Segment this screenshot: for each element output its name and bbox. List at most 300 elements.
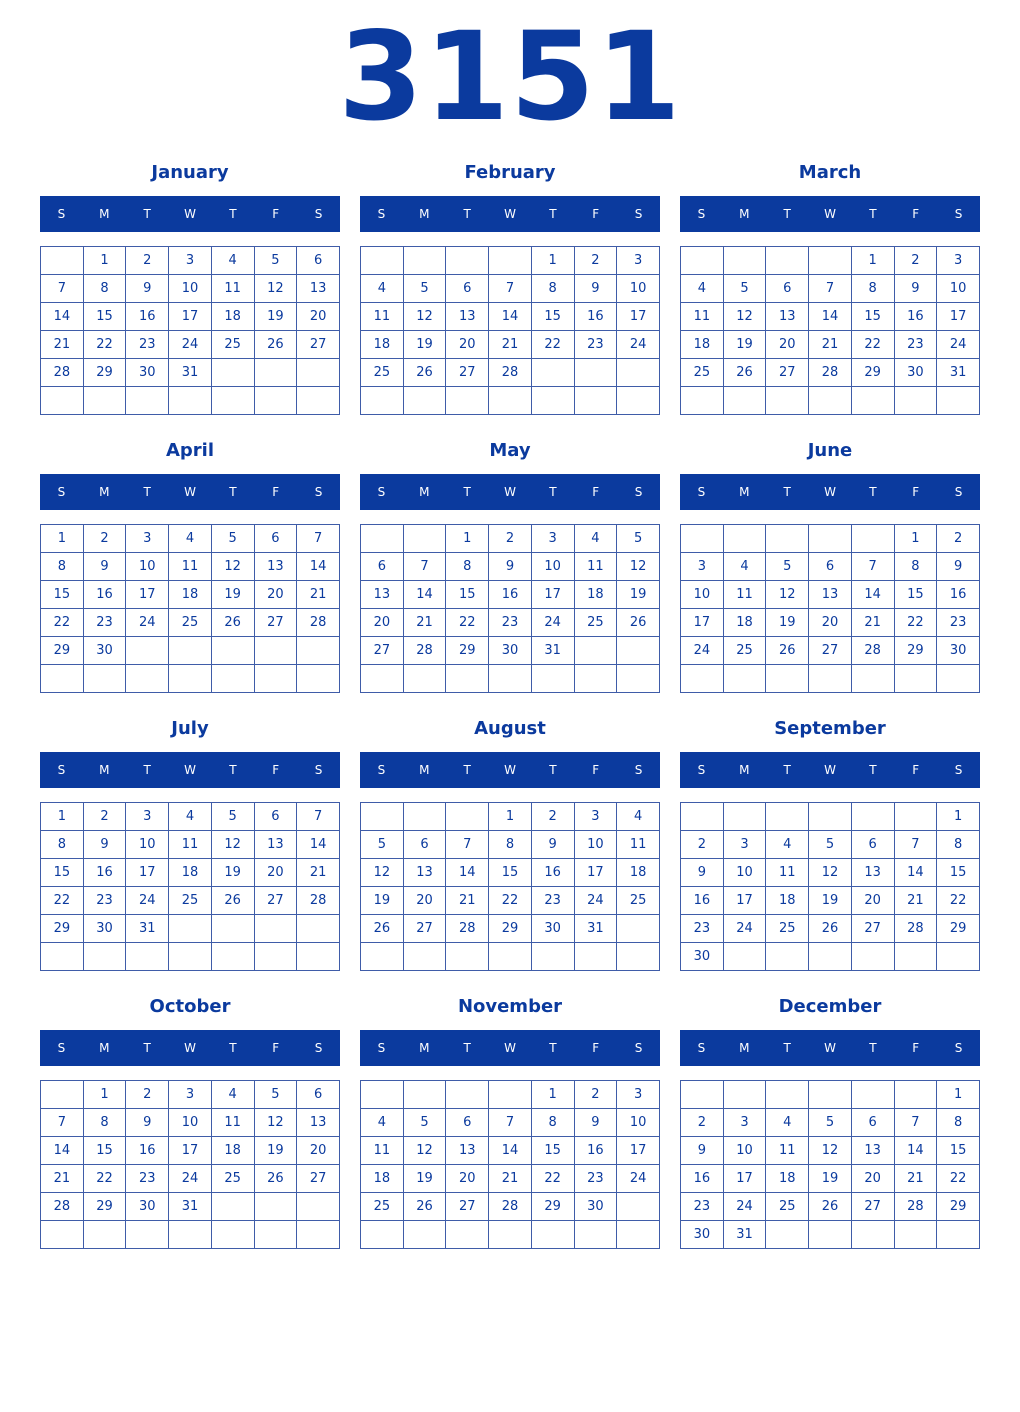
day-cell: 22 [851, 331, 894, 359]
day-grid [680, 1080, 980, 1249]
day-cell [126, 943, 169, 971]
week-row [41, 1165, 340, 1193]
day-cell [723, 943, 766, 971]
day-cell: 2 [894, 247, 937, 275]
day-cell: 9 [894, 275, 937, 303]
weekday-header [680, 1030, 980, 1066]
weekday-label: S [697, 763, 706, 777]
day-cell [531, 1221, 574, 1249]
day-cell: 23 [574, 331, 617, 359]
week-row [361, 831, 660, 859]
day-cell: 31 [531, 637, 574, 665]
day-cell: 4 [361, 1109, 404, 1137]
week-row [361, 1165, 660, 1193]
day-cell [617, 637, 660, 665]
weekday-label: M [99, 485, 110, 499]
day-cell: 4 [617, 803, 660, 831]
day-cell: 13 [254, 831, 297, 859]
day-cell [297, 387, 340, 415]
day-cell: 29 [41, 915, 84, 943]
day-cell [211, 1193, 254, 1221]
day-cell: 7 [489, 275, 532, 303]
day-cell: 8 [937, 831, 980, 859]
weekday-label: F [592, 763, 600, 777]
weekday-label: T [463, 485, 471, 499]
week-row [361, 275, 660, 303]
weekday-label: M [739, 1041, 750, 1055]
weekday-label: T [783, 763, 791, 777]
week-row [41, 275, 340, 303]
day-cell [403, 943, 446, 971]
day-cell: 8 [41, 553, 84, 581]
day-grid [40, 524, 340, 693]
day-cell: 26 [723, 359, 766, 387]
day-cell: 1 [531, 247, 574, 275]
day-cell [723, 1081, 766, 1109]
week-row [361, 887, 660, 915]
day-cell [361, 525, 404, 553]
day-cell: 23 [83, 887, 126, 915]
day-cell [851, 1221, 894, 1249]
day-cell: 11 [574, 553, 617, 581]
weekday-label: W [504, 763, 516, 777]
day-cell: 24 [723, 1193, 766, 1221]
day-cell [723, 247, 766, 275]
day-cell: 11 [169, 553, 212, 581]
day-cell: 15 [531, 1137, 574, 1165]
day-cell: 17 [681, 609, 724, 637]
day-cell: 15 [851, 303, 894, 331]
day-cell: 12 [809, 1137, 852, 1165]
day-cell: 19 [254, 1137, 297, 1165]
day-cell [297, 359, 340, 387]
day-cell: 20 [254, 581, 297, 609]
week-row [41, 637, 340, 665]
weekday-label: T [869, 763, 877, 777]
day-cell: 3 [723, 831, 766, 859]
day-cell [297, 665, 340, 693]
weekday-label: S [634, 207, 643, 221]
day-cell: 15 [531, 303, 574, 331]
day-cell: 10 [126, 831, 169, 859]
day-cell [403, 1081, 446, 1109]
day-cell: 18 [766, 1165, 809, 1193]
day-cell: 18 [211, 1137, 254, 1165]
day-cell: 4 [361, 275, 404, 303]
day-cell: 16 [83, 581, 126, 609]
week-row [41, 247, 340, 275]
day-cell: 4 [169, 803, 212, 831]
day-cell [851, 525, 894, 553]
weekday-label: S [697, 485, 706, 499]
week-row [681, 247, 980, 275]
day-cell: 21 [41, 331, 84, 359]
day-cell: 30 [489, 637, 532, 665]
day-cell: 27 [297, 1165, 340, 1193]
week-row [41, 859, 340, 887]
day-cell: 6 [851, 1109, 894, 1137]
day-cell: 13 [446, 1137, 489, 1165]
day-cell [83, 387, 126, 415]
weekday-label: S [634, 763, 643, 777]
day-cell: 7 [809, 275, 852, 303]
day-cell: 29 [894, 637, 937, 665]
day-cell [254, 1221, 297, 1249]
week-row [681, 1221, 980, 1249]
day-cell: 24 [937, 331, 980, 359]
day-cell: 31 [937, 359, 980, 387]
week-row [681, 609, 980, 637]
day-cell: 18 [766, 887, 809, 915]
weekday-label: S [377, 485, 386, 499]
year-title: 3151 [338, 6, 682, 148]
weekday-label: T [463, 1041, 471, 1055]
day-cell: 24 [169, 1165, 212, 1193]
day-cell: 1 [937, 1081, 980, 1109]
weekday-label: S [314, 1041, 323, 1055]
day-cell [211, 665, 254, 693]
day-cell: 20 [851, 1165, 894, 1193]
day-cell: 7 [41, 1109, 84, 1137]
weekday-label: S [954, 1041, 963, 1055]
day-cell: 27 [766, 359, 809, 387]
day-cell: 3 [937, 247, 980, 275]
day-cell: 30 [126, 1193, 169, 1221]
weekday-label: F [272, 207, 280, 221]
day-cell: 21 [851, 609, 894, 637]
day-cell: 20 [254, 859, 297, 887]
day-cell: 24 [723, 915, 766, 943]
weekday-label: S [314, 763, 323, 777]
day-cell [531, 665, 574, 693]
week-row [41, 331, 340, 359]
month-name: September [774, 718, 886, 739]
day-cell: 11 [766, 859, 809, 887]
week-row [361, 331, 660, 359]
day-cell [211, 943, 254, 971]
day-cell: 8 [531, 275, 574, 303]
day-cell: 18 [681, 331, 724, 359]
week-row [681, 1109, 980, 1137]
day-cell [254, 1193, 297, 1221]
day-cell: 6 [297, 1081, 340, 1109]
day-cell: 1 [937, 803, 980, 831]
day-cell: 20 [297, 303, 340, 331]
day-cell: 23 [681, 1193, 724, 1221]
weekday-label: S [57, 485, 66, 499]
day-cell: 19 [766, 609, 809, 637]
month-name: February [464, 162, 556, 183]
day-cell: 10 [723, 1137, 766, 1165]
weekday-label: F [592, 207, 600, 221]
day-cell: 16 [681, 1165, 724, 1193]
week-row [41, 1193, 340, 1221]
day-cell: 14 [297, 553, 340, 581]
day-cell: 2 [126, 247, 169, 275]
day-cell: 25 [361, 1193, 404, 1221]
day-cell: 15 [41, 859, 84, 887]
week-row [41, 803, 340, 831]
weekday-label: M [739, 763, 750, 777]
day-cell: 24 [169, 331, 212, 359]
day-cell: 10 [574, 831, 617, 859]
day-cell [809, 665, 852, 693]
day-cell: 8 [489, 831, 532, 859]
day-cell: 14 [489, 303, 532, 331]
day-cell: 24 [531, 609, 574, 637]
weekday-label: S [634, 1041, 643, 1055]
day-cell: 1 [41, 525, 84, 553]
week-row [41, 887, 340, 915]
day-cell: 3 [126, 803, 169, 831]
week-row [681, 387, 980, 415]
day-cell: 4 [681, 275, 724, 303]
week-row [681, 275, 980, 303]
day-cell: 31 [169, 359, 212, 387]
day-cell: 22 [83, 1165, 126, 1193]
day-cell [894, 387, 937, 415]
weekday-label: M [99, 1041, 110, 1055]
day-cell: 7 [41, 275, 84, 303]
day-cell: 16 [574, 303, 617, 331]
day-cell: 6 [446, 275, 489, 303]
day-cell: 28 [489, 1193, 532, 1221]
day-cell: 23 [126, 1165, 169, 1193]
week-row [361, 1109, 660, 1137]
week-row [41, 943, 340, 971]
day-cell: 30 [83, 637, 126, 665]
day-cell: 16 [126, 1137, 169, 1165]
week-row [681, 1081, 980, 1109]
weekday-label: M [419, 485, 430, 499]
day-cell [361, 803, 404, 831]
day-cell: 11 [766, 1137, 809, 1165]
day-cell: 14 [41, 1137, 84, 1165]
day-cell [766, 943, 809, 971]
day-cell [169, 1221, 212, 1249]
day-cell: 22 [937, 1165, 980, 1193]
day-cell: 8 [937, 1109, 980, 1137]
weekday-label: S [954, 485, 963, 499]
day-cell: 7 [851, 553, 894, 581]
day-cell: 28 [41, 1193, 84, 1221]
day-cell: 28 [809, 359, 852, 387]
day-cell [446, 803, 489, 831]
day-cell: 8 [41, 831, 84, 859]
day-grid [360, 1080, 660, 1249]
day-cell: 15 [41, 581, 84, 609]
weekday-label: T [869, 485, 877, 499]
day-cell [617, 1221, 660, 1249]
day-cell: 17 [574, 859, 617, 887]
day-cell: 22 [894, 609, 937, 637]
day-cell: 15 [83, 303, 126, 331]
weekday-label: T [549, 1041, 557, 1055]
day-cell: 12 [766, 581, 809, 609]
day-cell: 15 [489, 859, 532, 887]
day-cell: 29 [83, 359, 126, 387]
day-cell: 23 [83, 609, 126, 637]
day-cell: 3 [723, 1109, 766, 1137]
day-cell [126, 387, 169, 415]
day-cell: 19 [254, 303, 297, 331]
day-cell [574, 359, 617, 387]
week-row [41, 581, 340, 609]
weekday-label: T [869, 207, 877, 221]
day-cell [361, 387, 404, 415]
day-cell: 29 [937, 915, 980, 943]
day-cell: 15 [937, 1137, 980, 1165]
weekday-label: W [824, 207, 836, 221]
weekday-label: T [463, 763, 471, 777]
week-row [681, 581, 980, 609]
day-cell: 28 [489, 359, 532, 387]
day-cell [894, 1081, 937, 1109]
weekday-header [680, 752, 980, 788]
day-cell: 5 [617, 525, 660, 553]
day-cell: 12 [617, 553, 660, 581]
day-cell: 22 [41, 609, 84, 637]
week-row [681, 915, 980, 943]
day-cell: 21 [403, 609, 446, 637]
day-cell [361, 943, 404, 971]
day-cell: 2 [937, 525, 980, 553]
day-cell: 30 [531, 915, 574, 943]
day-cell: 4 [169, 525, 212, 553]
day-cell: 29 [41, 637, 84, 665]
day-cell: 11 [361, 303, 404, 331]
week-row [41, 609, 340, 637]
weekday-label: F [912, 1041, 920, 1055]
day-cell: 10 [169, 275, 212, 303]
day-grid [680, 802, 980, 971]
week-row [41, 915, 340, 943]
weekday-header [40, 474, 340, 510]
day-cell: 4 [723, 553, 766, 581]
day-cell: 24 [574, 887, 617, 915]
day-cell [681, 803, 724, 831]
day-cell: 8 [446, 553, 489, 581]
day-cell: 4 [211, 1081, 254, 1109]
week-row [361, 525, 660, 553]
day-cell: 2 [126, 1081, 169, 1109]
day-cell [766, 1221, 809, 1249]
day-cell: 7 [297, 803, 340, 831]
day-cell: 26 [254, 331, 297, 359]
day-cell [446, 387, 489, 415]
week-row [361, 609, 660, 637]
weekday-label: S [697, 207, 706, 221]
day-cell: 30 [894, 359, 937, 387]
weekday-label: S [954, 763, 963, 777]
day-cell: 7 [489, 1109, 532, 1137]
weekday-label: W [184, 763, 196, 777]
day-cell [681, 247, 724, 275]
week-row [361, 1081, 660, 1109]
day-cell: 22 [83, 331, 126, 359]
day-cell: 27 [851, 915, 894, 943]
day-cell: 14 [489, 1137, 532, 1165]
day-cell: 22 [531, 331, 574, 359]
week-row [361, 247, 660, 275]
day-cell: 29 [489, 915, 532, 943]
weekday-header [680, 196, 980, 232]
day-cell: 23 [574, 1165, 617, 1193]
day-cell: 17 [617, 303, 660, 331]
week-row [681, 859, 980, 887]
month-name: April [165, 440, 215, 461]
day-cell [681, 665, 724, 693]
day-cell: 3 [617, 247, 660, 275]
day-cell: 14 [41, 303, 84, 331]
day-cell: 2 [681, 1109, 724, 1137]
day-cell: 5 [809, 1109, 852, 1137]
day-cell: 24 [617, 1165, 660, 1193]
day-cell: 3 [126, 525, 169, 553]
day-cell: 28 [297, 609, 340, 637]
day-cell: 27 [446, 359, 489, 387]
day-cell: 27 [361, 637, 404, 665]
day-cell [403, 803, 446, 831]
weekday-label: T [229, 207, 237, 221]
day-cell [254, 387, 297, 415]
week-row [361, 303, 660, 331]
day-cell: 19 [809, 887, 852, 915]
day-cell: 2 [681, 831, 724, 859]
day-cell [489, 1081, 532, 1109]
day-cell [766, 1081, 809, 1109]
day-cell: 19 [403, 1165, 446, 1193]
weekday-label: T [143, 1041, 151, 1055]
day-cell: 26 [617, 609, 660, 637]
day-cell: 12 [403, 1137, 446, 1165]
day-cell [617, 943, 660, 971]
day-cell: 23 [531, 887, 574, 915]
month-name: October [149, 996, 231, 1017]
day-cell [617, 915, 660, 943]
day-cell: 2 [489, 525, 532, 553]
day-cell: 14 [446, 859, 489, 887]
day-cell: 1 [83, 1081, 126, 1109]
week-row [361, 665, 660, 693]
day-cell [446, 943, 489, 971]
day-cell: 13 [766, 303, 809, 331]
day-cell: 22 [446, 609, 489, 637]
day-cell [297, 915, 340, 943]
day-cell: 19 [361, 887, 404, 915]
day-cell: 23 [489, 609, 532, 637]
day-cell: 30 [83, 915, 126, 943]
day-cell: 20 [361, 609, 404, 637]
day-cell [681, 525, 724, 553]
day-cell: 17 [723, 887, 766, 915]
day-cell: 3 [531, 525, 574, 553]
day-cell: 24 [681, 637, 724, 665]
day-cell: 17 [126, 581, 169, 609]
day-cell: 19 [723, 331, 766, 359]
day-cell: 2 [531, 803, 574, 831]
day-grid [680, 524, 980, 693]
day-cell: 16 [489, 581, 532, 609]
week-row [41, 1137, 340, 1165]
day-cell: 12 [403, 303, 446, 331]
day-cell: 25 [681, 359, 724, 387]
day-cell: 17 [617, 1137, 660, 1165]
weekday-label: M [739, 207, 750, 221]
day-cell [169, 387, 212, 415]
day-cell: 10 [169, 1109, 212, 1137]
day-cell [254, 665, 297, 693]
